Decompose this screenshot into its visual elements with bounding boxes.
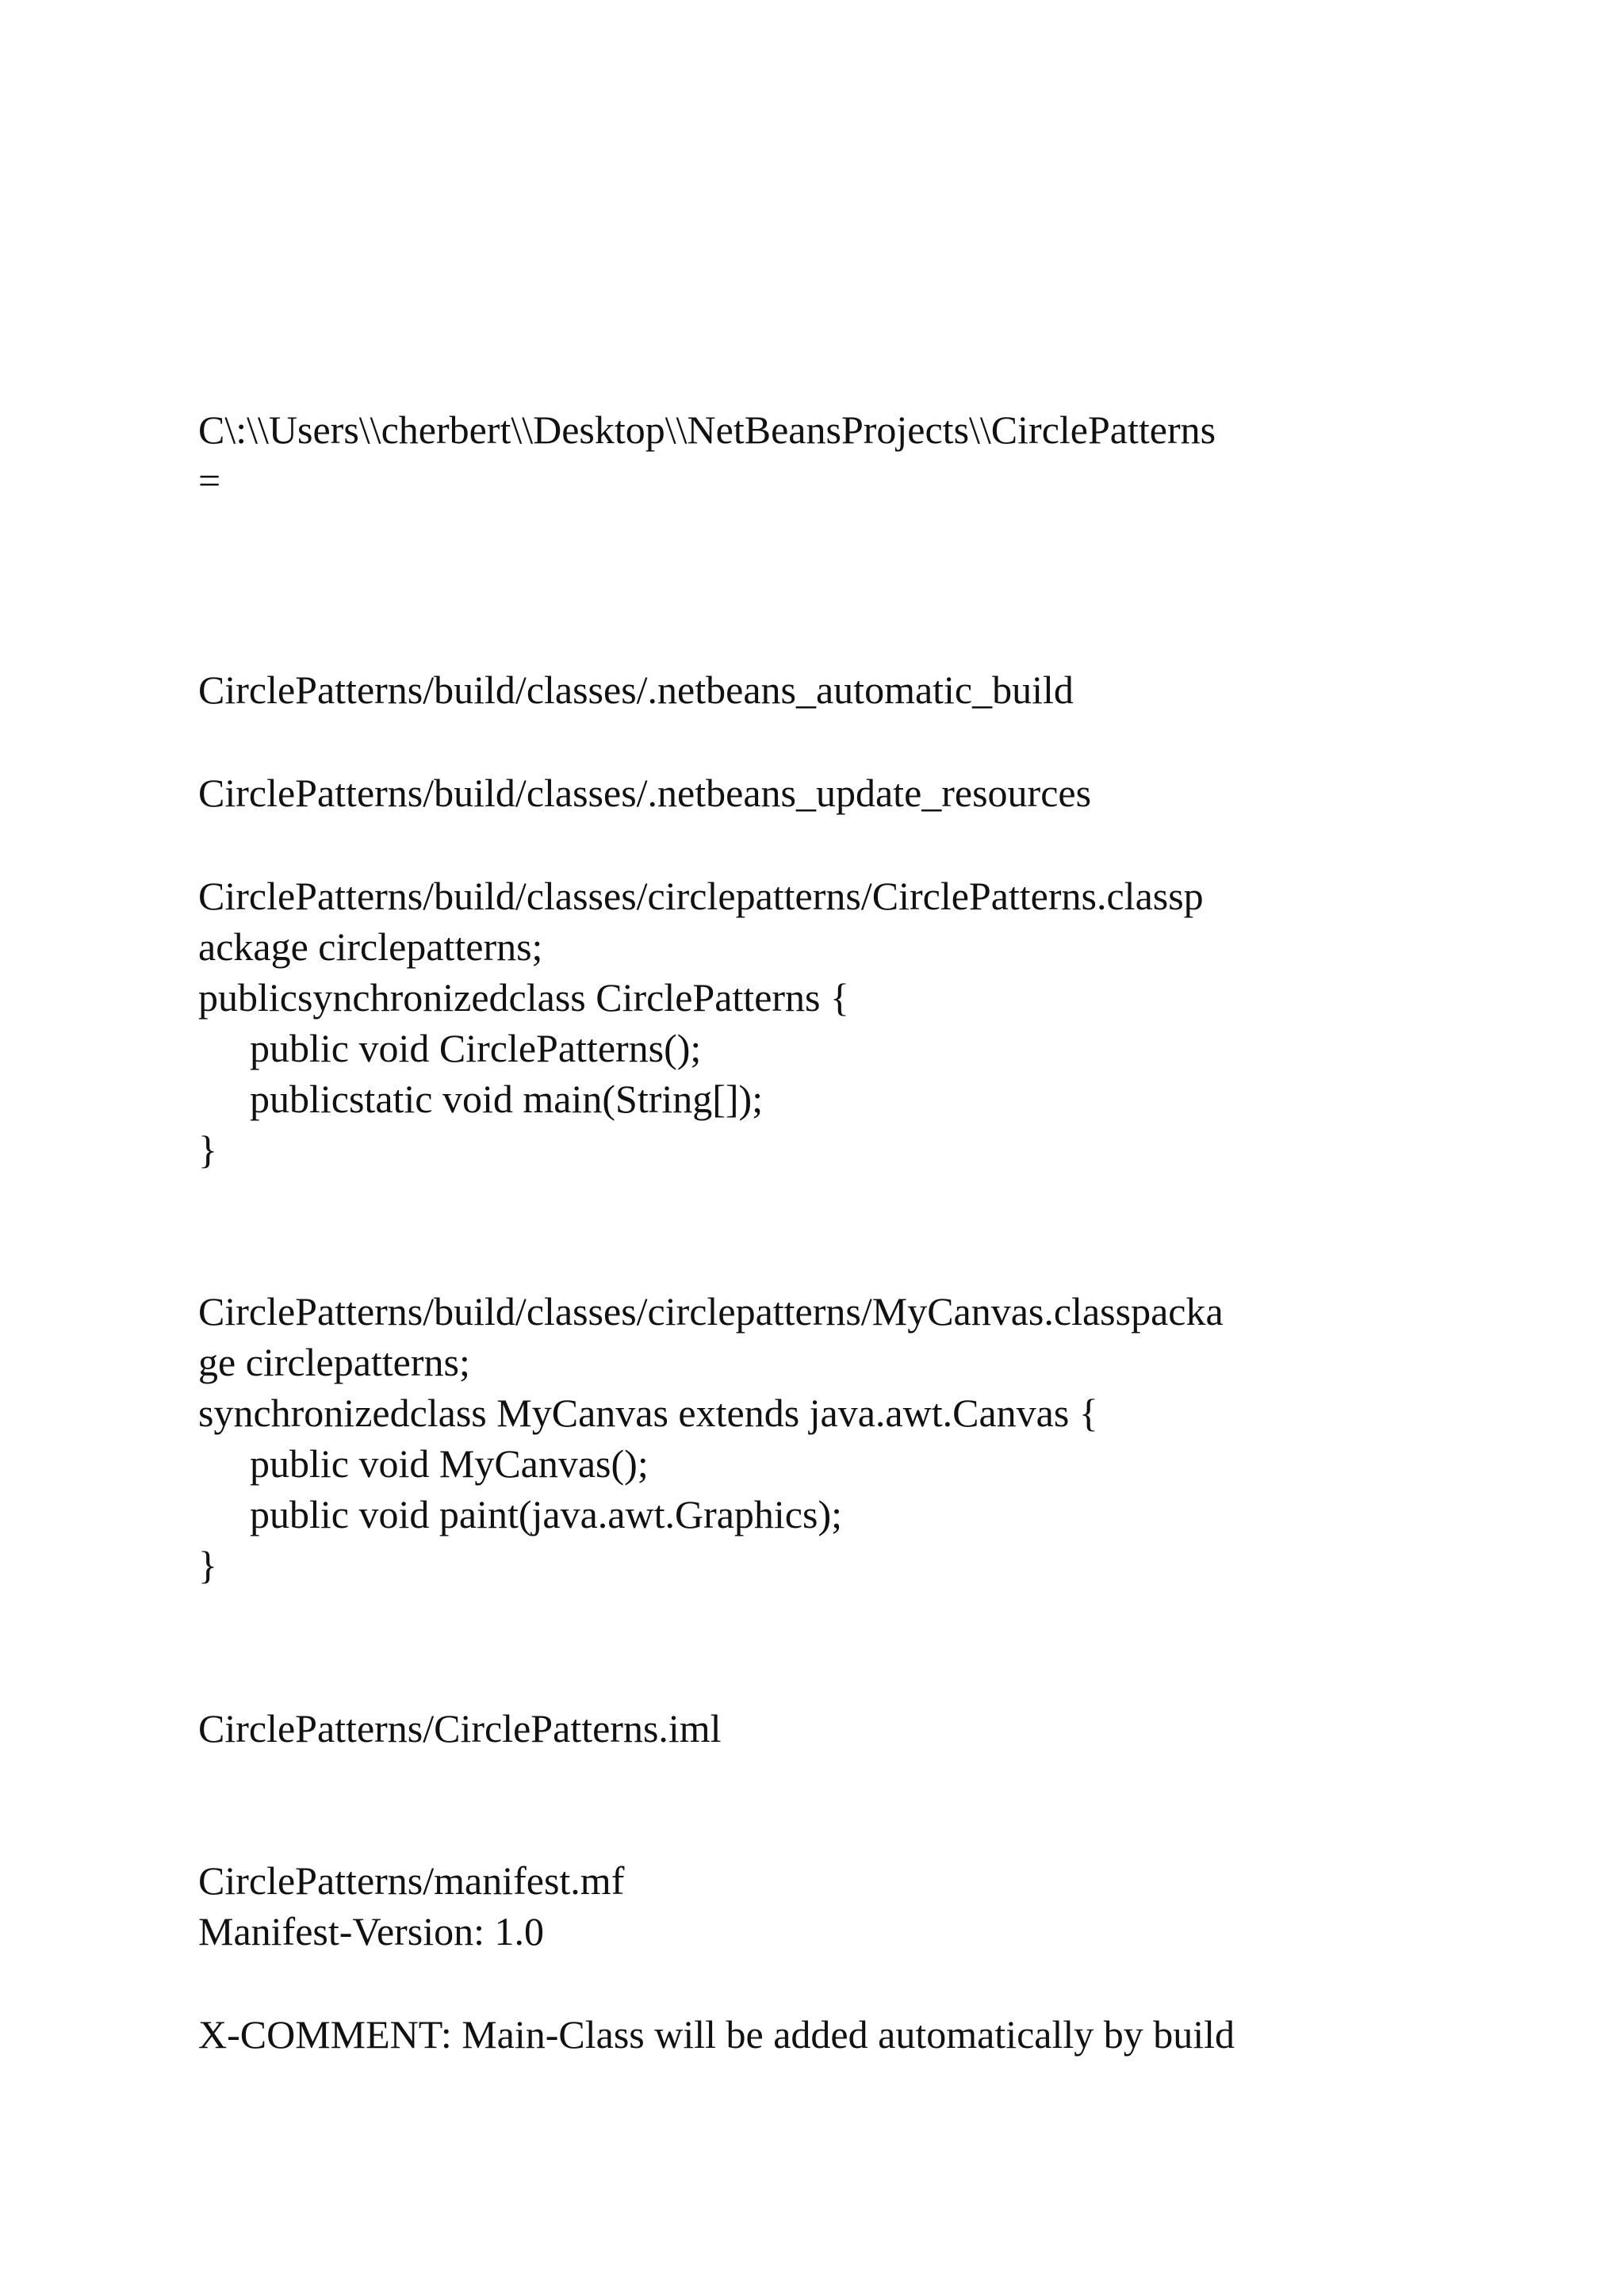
manifest-line-1: CirclePatterns/manifest.mf (198, 1858, 625, 1903)
manifest-line-3: X-COMMENT: Main-Class will be added automatically by build (198, 2012, 1235, 2057)
mycanvas-class-line-6: } (198, 1543, 217, 1587)
iml-file-entry: CirclePatterns/CirclePatterns.iml (198, 1706, 722, 1751)
mycanvas-class-line-4: public void MyCanvas(); (250, 1441, 649, 1486)
automatic-build-entry: CirclePatterns/build/classes/.netbeans_automatic_build (198, 668, 1074, 712)
path-header-line-2: = (198, 458, 221, 503)
circlepatterns-class-line-1: CirclePatterns/build/classes/circlepatterns/CirclePatterns.classp (198, 874, 1204, 918)
update-resources-entry: CirclePatterns/build/classes/.netbeans_update_resources (198, 771, 1092, 815)
circlepatterns-class-line-2: ackage circlepatterns; (198, 924, 543, 969)
circlepatterns-class-line-5: publicstatic void main(String[]); (250, 1077, 764, 1121)
manifest-line-2: Manifest-Version: 1.0 (198, 1909, 545, 1954)
path-header-line-1: C\:\\Users\\cherbert\\Desktop\\NetBeansProjects\\CirclePatterns (198, 408, 1216, 452)
circlepatterns-class-line-3: publicsynchronizedclass CirclePatterns { (198, 975, 849, 1020)
mycanvas-class-line-2: ge circlepatterns; (198, 1340, 470, 1384)
mycanvas-class-line-3: synchronizedclass MyCanvas extends java.awt.Canvas { (198, 1391, 1098, 1435)
circlepatterns-class-line-6: } (198, 1127, 217, 1172)
mycanvas-class-line-5: public void paint(java.awt.Graphics); (250, 1492, 842, 1536)
circlepatterns-class-line-4: public void CirclePatterns(); (250, 1026, 702, 1070)
mycanvas-class-line-1: CirclePatterns/build/classes/circlepatterns/MyCanvas.classpacka (198, 1289, 1224, 1334)
